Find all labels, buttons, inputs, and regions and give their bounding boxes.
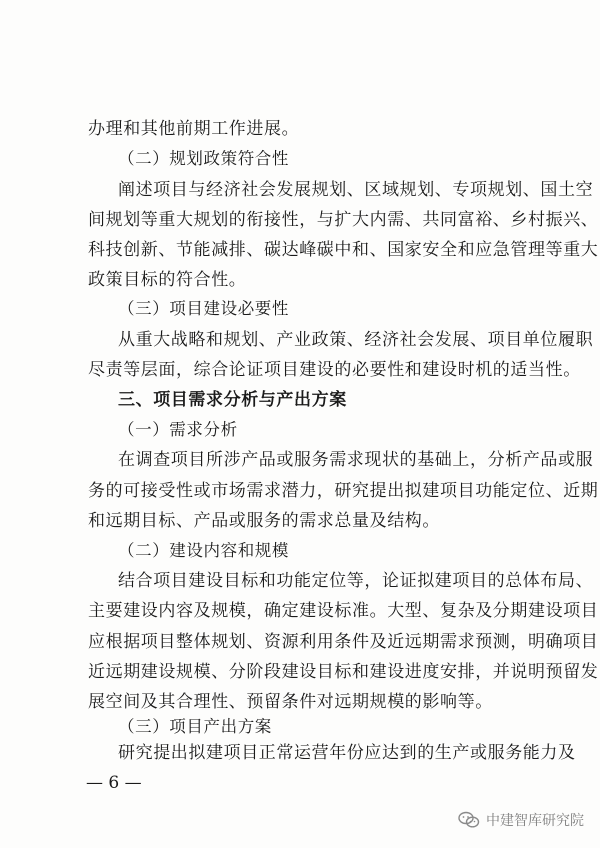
watermark — [458, 810, 584, 830]
paragraph-line: 从重大战略和规划、产业政策、经济社会发展、项目单位履职 — [118, 330, 594, 350]
body-text-line: 办理和其他前期工作进展。 — [88, 119, 300, 139]
paragraph-line: 在调查项目所涉产品或服务需求现状的基础上，分析产品或服 — [118, 450, 594, 470]
paragraph-line: 科技创新、节能减排、碳达峰碳中和、国家安全和应急管理等重大 — [88, 240, 599, 260]
subsection-heading: （三）项目建设必要性 — [118, 299, 289, 318]
paragraph-line: 研究提出拟建项目正常运营年份应达到的生产或服务能力及 — [118, 743, 576, 763]
paragraph-line: 政策目标的符合性。 — [88, 270, 247, 290]
subsection-heading: （二）建设内容和规模 — [118, 541, 289, 560]
paragraph-line: 阐述项目与经济社会发展规划、区域规划、专项规划、国土空 — [118, 180, 594, 200]
subsection-heading: （一）需求分析 — [118, 420, 238, 439]
page-number: — 6 — — [86, 773, 142, 793]
subsection-heading: （三）项目产出方案 — [118, 717, 272, 736]
paragraph-line: 展空间及其合理性、预留条件对远期规模的影响等。 — [88, 692, 493, 712]
section-heading: 三、项目需求分析与产出方案 — [118, 390, 347, 410]
watermark-text: 中建智库研究院 — [486, 813, 584, 829]
paragraph-line: 和远期目标、产品或服务的需求总量及结构。 — [88, 511, 440, 531]
paragraph-line: 结合项目建设目标和功能定位等，论证拟建项目的总体布局、 — [118, 571, 594, 591]
paragraph-line: 主要建设内容及规模，确定建设标准。大型、复杂及分期建设项目 — [88, 601, 599, 621]
wechat-icon — [458, 811, 480, 829]
paragraph-line: 应根据项目整体规划、资源利用条件及近远期需求预测，明确项目 — [88, 632, 599, 652]
subsection-heading: （二）规划政策符合性 — [118, 149, 289, 168]
paragraph-line: 近远期建设规模、分阶段建设目标和建设进度安排，并说明预留发 — [88, 662, 599, 682]
paragraph-line: 尽责等层面，综合论证项目建设的必要性和建设时机的适当性。 — [88, 360, 581, 380]
paragraph-line: 间规划等重大规划的衔接性，与扩大内需、共同富裕、乡村振兴、 — [88, 210, 599, 230]
paragraph-line: 务的可接受性或市场需求潜力，研究提出拟建项目功能定位、近期 — [88, 481, 599, 501]
